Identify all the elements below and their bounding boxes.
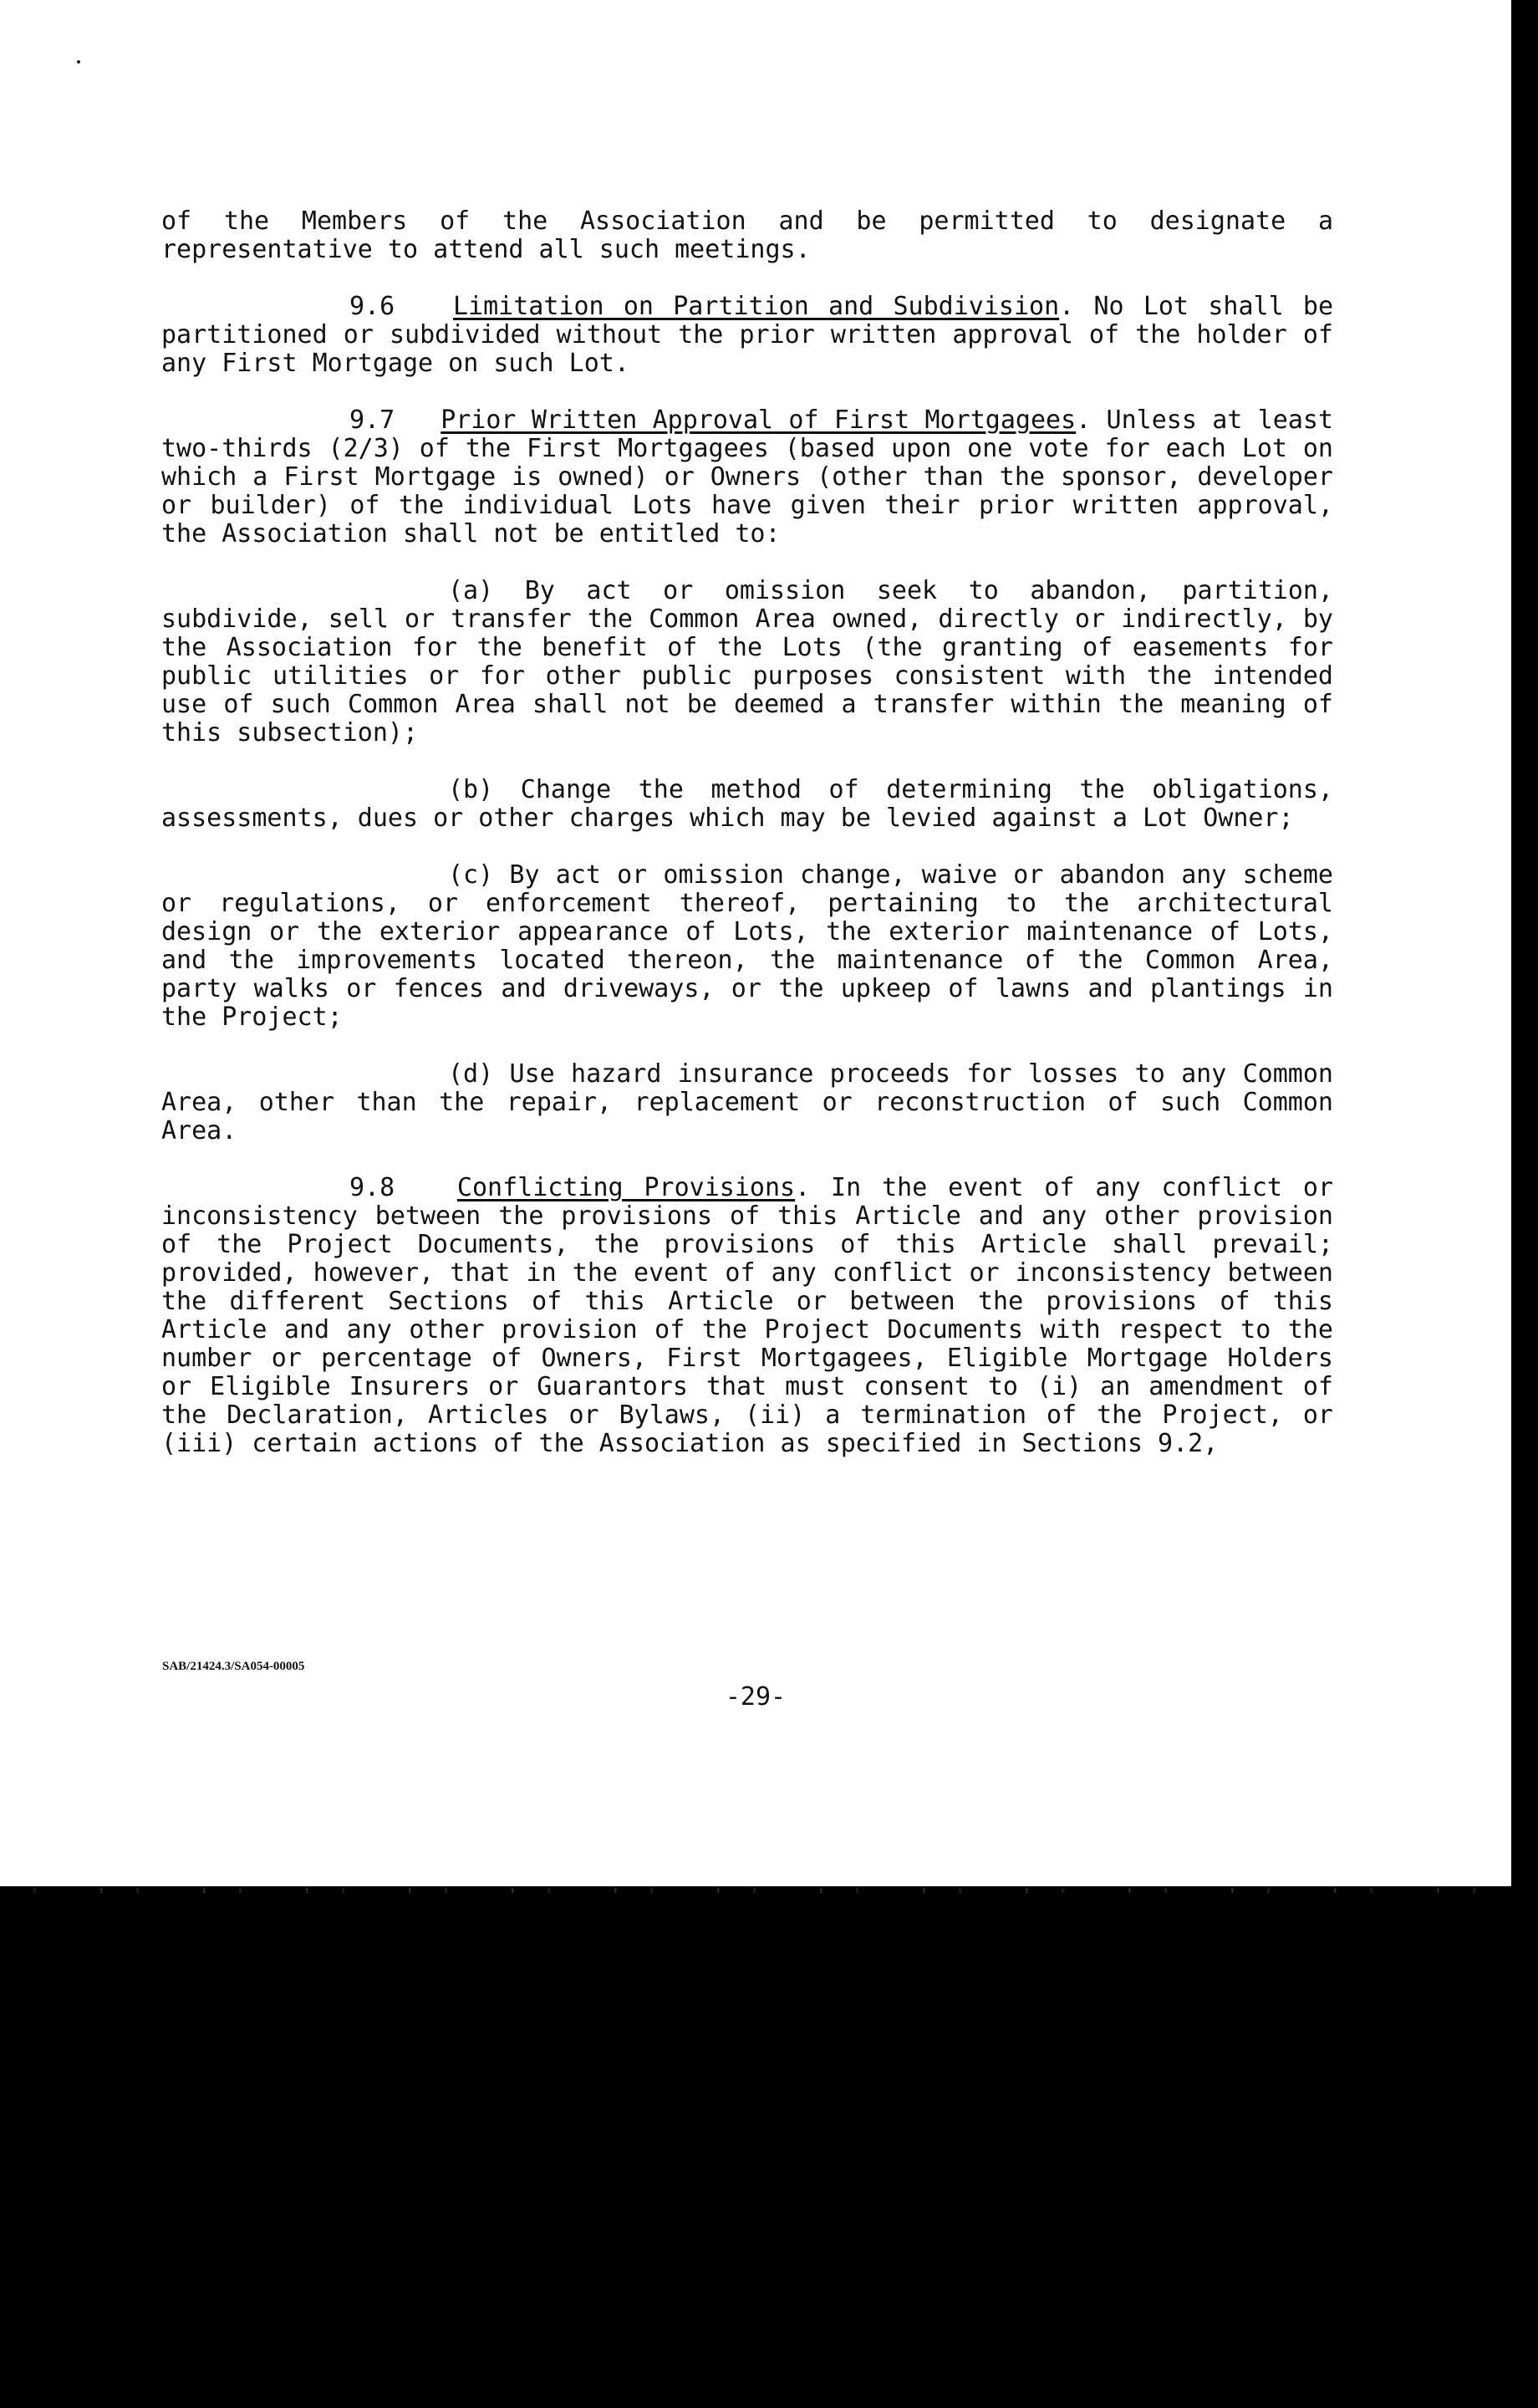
subsection-c	[161, 861, 1333, 1032]
subsection-a	[161, 577, 1333, 747]
scan-speck	[77, 60, 80, 64]
subsection-text: (b) Change the method of determining the obligations, assessments, dues or other charges which may be levied against a Lot Owner;	[161, 775, 1333, 833]
section-number: 9.6	[349, 292, 395, 321]
scan-noise	[0, 1888, 1538, 1893]
section-body: . Unless at least two-thirds (2/3) of the First Mortgagees (based upon one vote for each Lot on which a First Mortgage is owned) or Owners (other than the sponsor, developer or builder) of the individual Lots have given their prior written approval, the Association shall not be entitled to:	[161, 406, 1334, 548]
section-9-6	[161, 293, 1333, 378]
section-number: 9.8	[349, 1173, 395, 1202]
body-text	[161, 207, 1333, 1458]
document-id: SAB/21424.3/SA054-00005	[162, 1660, 305, 1673]
scan-edge	[1511, 0, 1538, 1886]
subsection-text: (d) Use hazard insurance proceeds for losses to any Common Area, other than the repair, replacement or reconstruction of such Common Area.	[161, 1059, 1333, 1145]
subsection-text: (a) By act or omission seek to abandon, partition, subdivide, sell or transfer the Common Area owned, directly or indirectly, by the Association for the benefit of the Lots (the granting of easements for public utilities or for other public purposes consistent with the intended use of such Common Area shall not be deemed a transfer within the meaning of this subsection);	[161, 576, 1333, 747]
section-heading: Prior Written Approval of First Mortgagees	[441, 406, 1077, 435]
section-heading: Limitation on Partition and Subdivision	[452, 292, 1060, 321]
subsection-b	[161, 776, 1333, 833]
section-body: . No Lot shall be partitioned or subdivided without the prior written approval of the holder of any First Mortgage on such Lot.	[161, 292, 1334, 378]
page-number: -29-	[725, 1682, 787, 1712]
paragraph-continuation	[161, 207, 1333, 264]
section-9-8	[161, 1174, 1333, 1458]
section-body: . In the event of any conflict or inconsistency between the provisions of this Article and any other provision of the Project Documents, the provisions of this Article shall prevail; provided, however, that in the event of any conflict or inconsistency between the different Sections of this Article or between the provisions of this Article and any other provision of the Project Documents with respect to the number or percentage of Owners, First Mortgagees, Eligible Mortgage Holders or Eligible Insurers or Guarantors that must consent to (i) an amendment of the Declaration, Articles or Bylaws, (ii) a termination of the Project, or (iii) certain actions of the Association as specified in Sections 9.2,	[161, 1173, 1334, 1458]
subsection-d	[161, 1060, 1333, 1145]
subsection-text: (c) By act or omission change, waive or abandon any scheme or regulations, or enforcement thereof, pertaining to the architectural design or the exterior appearance of Lots, the exterior maintenance of Lots, and the improvements located thereon, the maintenance of the Common Area, party walks or fences and driveways, or the upkeep of lawns and plantings in the Project;	[161, 860, 1333, 1032]
section-9-7	[161, 406, 1333, 548]
section-heading: Conflicting Provisions	[456, 1173, 796, 1202]
section-number: 9.7	[349, 406, 395, 435]
paragraph-text: of the Members of the Association and be permitted to designate a representative to attend all such meetings.	[161, 207, 1333, 264]
